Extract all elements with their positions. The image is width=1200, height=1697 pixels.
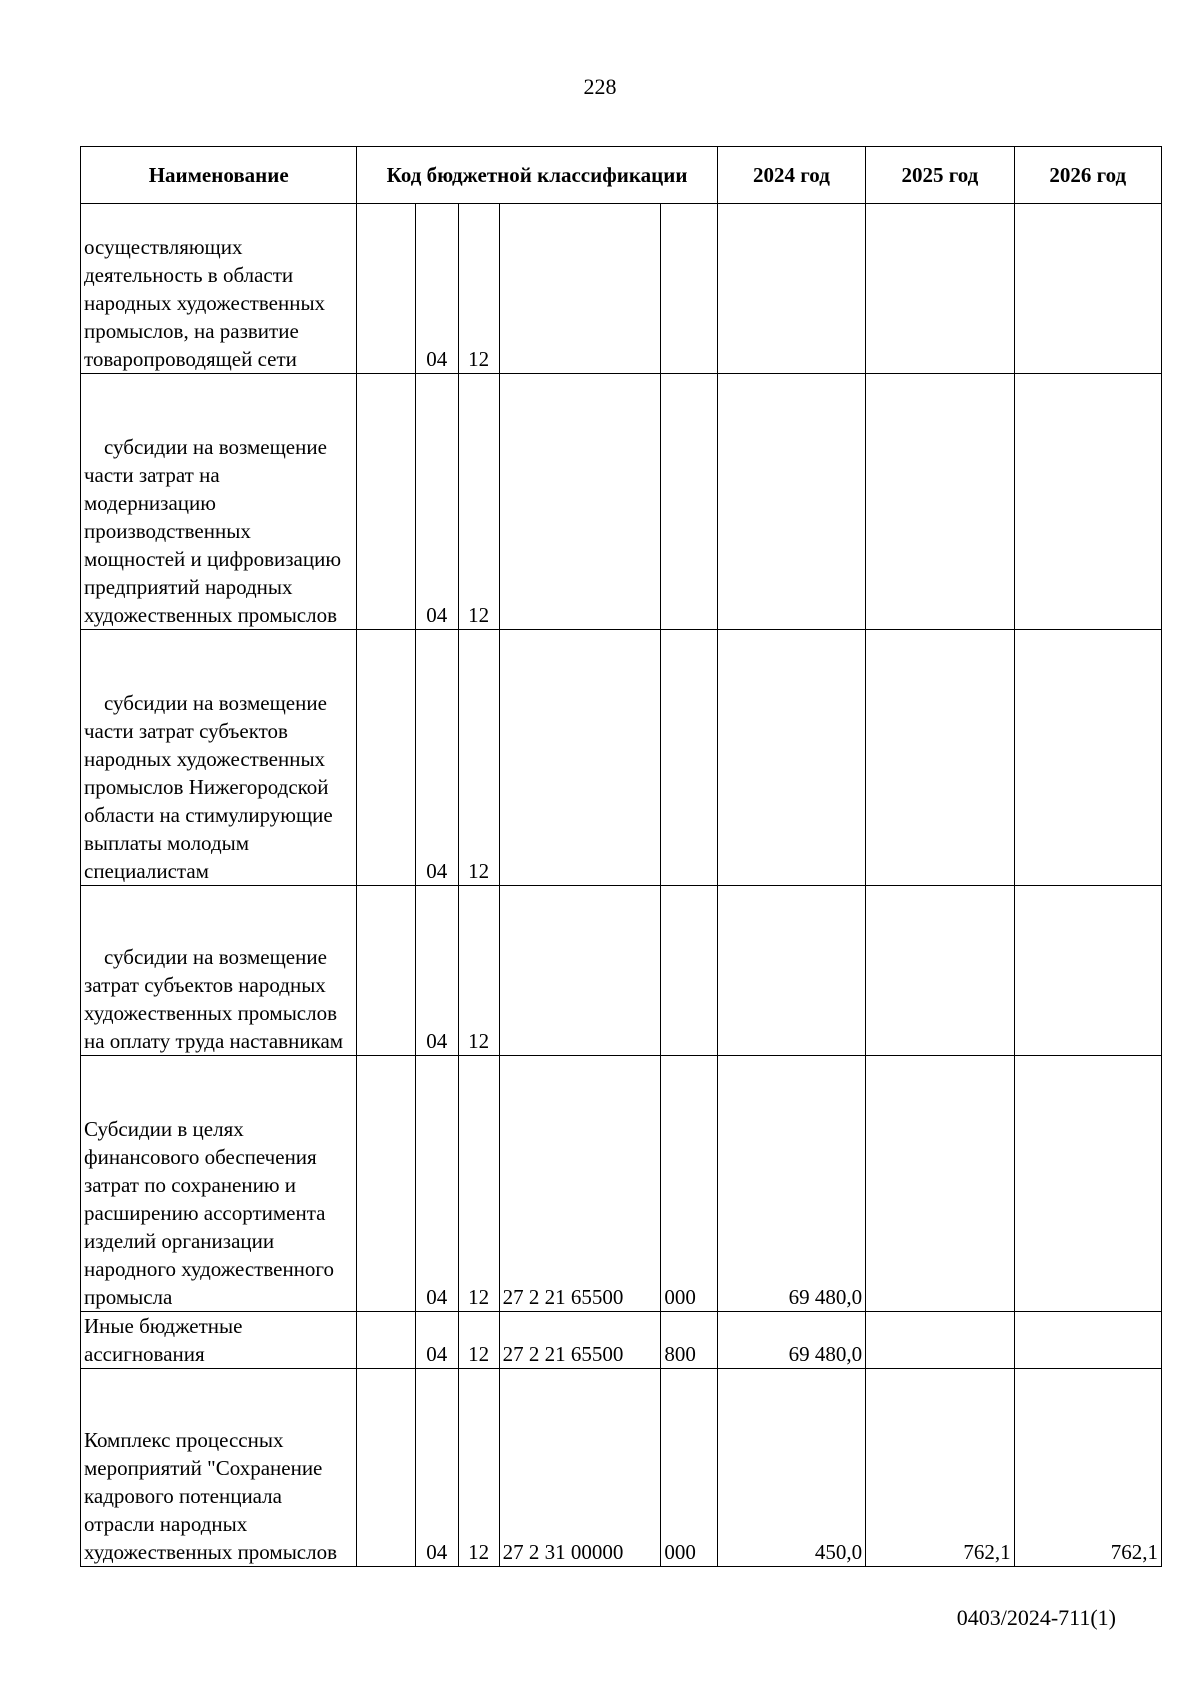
code-expense-type: [661, 204, 717, 374]
code-part-0: [357, 374, 415, 630]
value-2026: [1014, 886, 1161, 1056]
code-expense-type: 800: [661, 1312, 717, 1369]
value-2025: [866, 204, 1014, 374]
code-part-0: [357, 630, 415, 886]
header-row: [81, 147, 1162, 204]
value-2026: 762,1: [1014, 1369, 1161, 1567]
value-2024: 69 480,0: [717, 1312, 865, 1369]
table-row: [81, 1056, 1162, 1312]
page-number: 228: [583, 74, 617, 99]
table-row: [81, 1312, 1162, 1369]
code-subsection: 12: [458, 630, 499, 886]
row-name: субсидии на возмещение затрат субъектов народных художественных промыслов на оплату труда наставникам: [81, 886, 357, 1056]
code-subsection: 12: [458, 374, 499, 630]
code-target: 27 2 21 65500: [499, 1312, 661, 1369]
code-section: 04: [415, 204, 458, 374]
code-section: 04: [415, 1369, 458, 1567]
header-2024: 2024 год: [717, 147, 865, 204]
row-name: Субсидии в целях финансового обеспечения затрат по сохранению и расширению ассортимента изделий организации народного художественного промысла: [81, 1056, 357, 1312]
value-2025: [866, 374, 1014, 630]
value-2024: [717, 630, 865, 886]
code-section: 04: [415, 1312, 458, 1369]
code-target: [499, 630, 661, 886]
value-2024: [717, 374, 865, 630]
code-section: 04: [415, 630, 458, 886]
code-part-0: [357, 1312, 415, 1369]
code-part-0: [357, 1369, 415, 1567]
code-subsection: 12: [458, 886, 499, 1056]
header-2026: 2026 год: [1014, 147, 1161, 204]
code-subsection: 12: [458, 1056, 499, 1312]
code-expense-type: 000: [661, 1056, 717, 1312]
code-target: [499, 886, 661, 1056]
value-2026: [1014, 204, 1161, 374]
table-row: [81, 630, 1162, 886]
header-code: Код бюджетной классификации: [357, 147, 717, 204]
value-2025: 762,1: [866, 1369, 1014, 1567]
code-subsection: 12: [458, 1312, 499, 1369]
value-2025: [866, 630, 1014, 886]
code-expense-type: [661, 374, 717, 630]
table-row: [81, 1369, 1162, 1567]
value-2025: [866, 1312, 1014, 1369]
value-2024: 69 480,0: [717, 1056, 865, 1312]
code-target: [499, 204, 661, 374]
value-2026: [1014, 374, 1161, 630]
code-expense-type: [661, 630, 717, 886]
value-2026: [1014, 1312, 1161, 1369]
code-part-0: [357, 886, 415, 1056]
value-2025: [866, 1056, 1014, 1312]
row-name: Комплекс процессных мероприятий "Сохранение кадрового потенциала отрасли народных художественных промыслов: [81, 1369, 357, 1567]
row-name: субсидии на возмещение части затрат субъектов народных художественных промыслов Нижегородской области на стимулирующие выплаты молодым специалистам: [81, 630, 357, 886]
code-section: 04: [415, 374, 458, 630]
table-row: [81, 886, 1162, 1056]
code-section: 04: [415, 1056, 458, 1312]
code-target: 27 2 31 00000: [499, 1369, 661, 1567]
header-2025: 2025 год: [866, 147, 1014, 204]
code-target: [499, 374, 661, 630]
table-row: [81, 204, 1162, 374]
value-2024: 450,0: [717, 1369, 865, 1567]
row-name: осуществляющих деятельность в области народных художественных промыслов, на развитие товаропроводящей сети: [81, 204, 357, 374]
document-code: 0403/2024-711(1): [956, 1605, 1116, 1630]
code-part-0: [357, 1056, 415, 1312]
row-name: Иные бюджетные ассигнования: [81, 1312, 357, 1369]
value-2026: [1014, 1056, 1161, 1312]
value-2025: [866, 886, 1014, 1056]
code-part-0: [357, 204, 415, 374]
value-2024: [717, 886, 865, 1056]
row-name: субсидии на возмещение части затрат на модернизацию производственных мощностей и цифровизацию предприятий народных художественных промыслов: [81, 374, 357, 630]
value-2024: [717, 204, 865, 374]
code-subsection: 12: [458, 1369, 499, 1567]
table-row: [81, 374, 1162, 630]
value-2026: [1014, 630, 1161, 886]
code-expense-type: 000: [661, 1369, 717, 1567]
code-expense-type: [661, 886, 717, 1056]
code-section: 04: [415, 886, 458, 1056]
code-target: 27 2 21 65500: [499, 1056, 661, 1312]
budget-table: [80, 146, 1162, 1567]
code-subsection: 12: [458, 204, 499, 374]
header-name: Наименование: [81, 147, 357, 204]
